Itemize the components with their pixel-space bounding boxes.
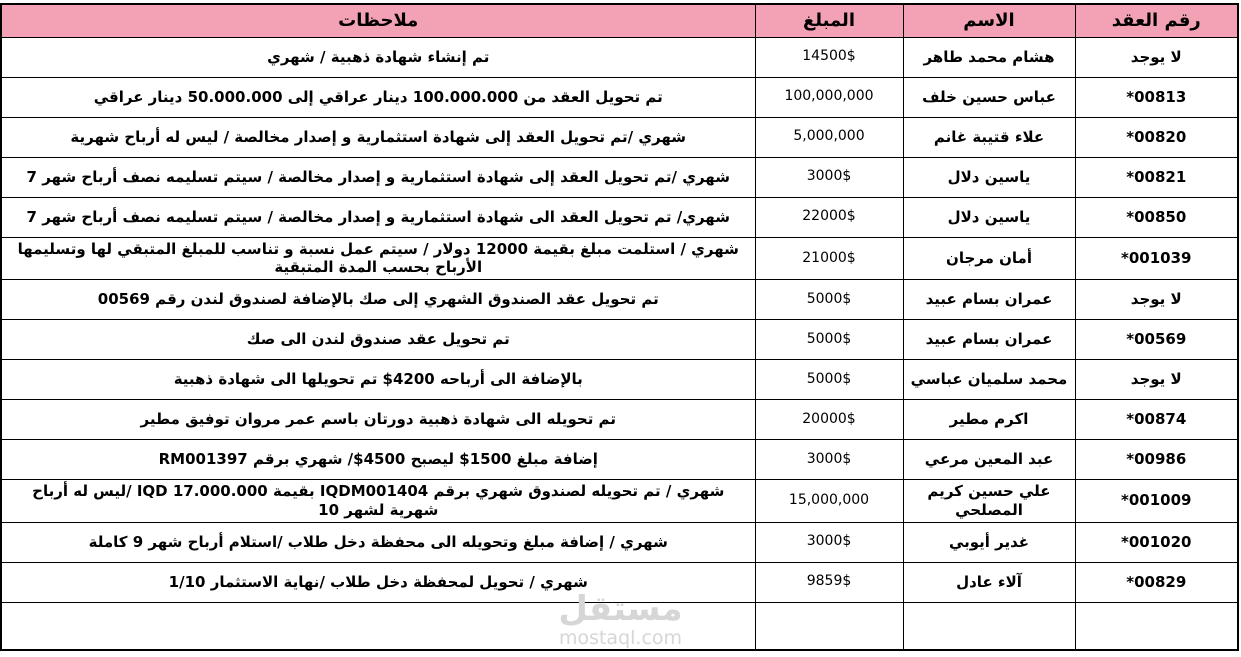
name-cell: محمد سلميان عباسي — [903, 360, 1075, 400]
contract-cell: 00569* — [1075, 320, 1238, 360]
notes-cell: تم تحويل عقد الصندوق الشهري إلى صك بالإضافة لصندوق لندن رقم 00569 — [1, 280, 755, 320]
name-cell: هشام محمد طاهر — [903, 37, 1075, 77]
header-notes: ملاحظات — [1, 4, 755, 37]
contract-cell: لا يوجد — [1075, 360, 1238, 400]
contract-cell: 00874* — [1075, 400, 1238, 440]
name-cell: أمان مرجان — [903, 237, 1075, 280]
amount-cell: 5000$ — [755, 280, 903, 320]
amount-cell: 3000$ — [755, 440, 903, 480]
notes-cell: شهري/ تم تحويل العقد الى شهادة استثمارية و إصدار مخالصة / سيتم تسليمه نصف أرباح شهر 7 — [1, 197, 755, 237]
notes-cell: شهري /تم تحويل العقد إلى شهادة استثمارية و إصدار مخالصة / سيتم تسليمه نصف أرباح شهر 7 — [1, 157, 755, 197]
name-cell: ياسين دلال — [903, 197, 1075, 237]
amount-cell: 14500$ — [755, 37, 903, 77]
notes-cell: شهري / تم تحويله لصندوق شهري برقم IQDM001404 بقيمة IQD 17.000.000 /ليس له أرباح شهرية لشهر 10 — [1, 480, 755, 523]
name-cell: علي حسين كريم المصلحي — [903, 480, 1075, 523]
contract-cell: 00850* — [1075, 197, 1238, 237]
table-row — [1, 400, 1238, 440]
table-row — [1, 320, 1238, 360]
contract-cell: 001039* — [1075, 237, 1238, 280]
table-row — [1, 480, 1238, 523]
contract-cell: لا يوجد — [1075, 37, 1238, 77]
contracts-table — [0, 3, 1239, 651]
header-row — [1, 4, 1238, 37]
table-row — [1, 157, 1238, 197]
table-row — [1, 522, 1238, 562]
watermark-logo: مستقل — [558, 589, 683, 629]
amount-cell: 21000$ — [755, 237, 903, 280]
contract-cell: لا يوجد — [1075, 280, 1238, 320]
contract-cell: 001009* — [1075, 480, 1238, 523]
name-cell: عبد المعين مرعي — [903, 440, 1075, 480]
amount-cell: 9859$ — [755, 562, 903, 602]
notes-cell — [1, 602, 755, 650]
table-row — [1, 197, 1238, 237]
name-cell: ياسين دلال — [903, 157, 1075, 197]
amount-cell — [755, 602, 903, 650]
amount-cell: 5,000,000 — [755, 117, 903, 157]
notes-cell: شهري / إضافة مبلغ وتحويله الى محفظة دخل طلاب /استلام أرباح شهر 9 كاملة — [1, 522, 755, 562]
amount-cell: 5000$ — [755, 360, 903, 400]
amount-cell: 22000$ — [755, 197, 903, 237]
table-row — [1, 117, 1238, 157]
header-amount: المبلغ — [755, 4, 903, 37]
name-cell: علاء قتيبة غانم — [903, 117, 1075, 157]
table-row — [1, 37, 1238, 77]
table-row — [1, 280, 1238, 320]
contract-cell: 00820* — [1075, 117, 1238, 157]
amount-cell: 20000$ — [755, 400, 903, 440]
notes-cell: شهري / تحويل لمحفظة دخل طلاب /نهاية الاستثمار 1/10 — [1, 562, 755, 602]
amount-cell: 100,000,000 — [755, 77, 903, 117]
table-row — [1, 77, 1238, 117]
table-row — [1, 237, 1238, 280]
notes-cell: تم إنشاء شهادة ذهبية / شهري — [1, 37, 755, 77]
table-row — [1, 440, 1238, 480]
header-name: الاسم — [903, 4, 1075, 37]
watermark-site-url: mostaql.com — [558, 627, 683, 649]
amount-cell: 15,000,000 — [755, 480, 903, 523]
contract-cell: 00813* — [1075, 77, 1238, 117]
contract-cell: 001020* — [1075, 522, 1238, 562]
notes-cell: شهري / استلمت مبلغ بقيمة 12000 دولار / سيتم عمل نسبة و تناسب للمبلغ المتبقي لها وتسليمها الأرباح بحسب المدة المتبقية — [1, 237, 755, 280]
table-row — [1, 602, 1238, 650]
notes-cell: بالإضافة الى أرباحه 4200$ تم تحويلها الى شهادة ذهبية — [1, 360, 755, 400]
name-cell: عمران بسام عبيد — [903, 280, 1075, 320]
notes-cell: إضافة مبلغ 1500$ ليصبح 4500$/ شهري برقم RM001397 — [1, 440, 755, 480]
name-cell: آلاء عادل — [903, 562, 1075, 602]
name-cell: غدير أيوبي — [903, 522, 1075, 562]
name-cell: عمران بسام عبيد — [903, 320, 1075, 360]
amount-cell: 3000$ — [755, 157, 903, 197]
notes-cell: تم تحويله الى شهادة ذهبية دورتان باسم عمر مروان توفيق مطير — [1, 400, 755, 440]
contract-cell — [1075, 602, 1238, 650]
table-row — [1, 360, 1238, 400]
amount-cell: 5000$ — [755, 320, 903, 360]
notes-cell: شهري /تم تحويل العقد إلى شهادة استثمارية و إصدار مخالصة / ليس له أرباح شهرية — [1, 117, 755, 157]
notes-cell: تم تحويل العقد من 100.000.000 دينار عراقي إلى 50.000.000 دينار عراقي — [1, 77, 755, 117]
name-cell: عباس حسين خلف — [903, 77, 1075, 117]
contract-cell: 00829* — [1075, 562, 1238, 602]
notes-cell: تم تحويل عقد صندوق لندن الى صك — [1, 320, 755, 360]
name-cell: اكرم مطير — [903, 400, 1075, 440]
contract-cell: 00986* — [1075, 440, 1238, 480]
name-cell — [903, 602, 1075, 650]
table-row — [1, 562, 1238, 602]
contract-cell: 00821* — [1075, 157, 1238, 197]
header-contract-number: رقم العقد — [1075, 4, 1238, 37]
amount-cell: 3000$ — [755, 522, 903, 562]
